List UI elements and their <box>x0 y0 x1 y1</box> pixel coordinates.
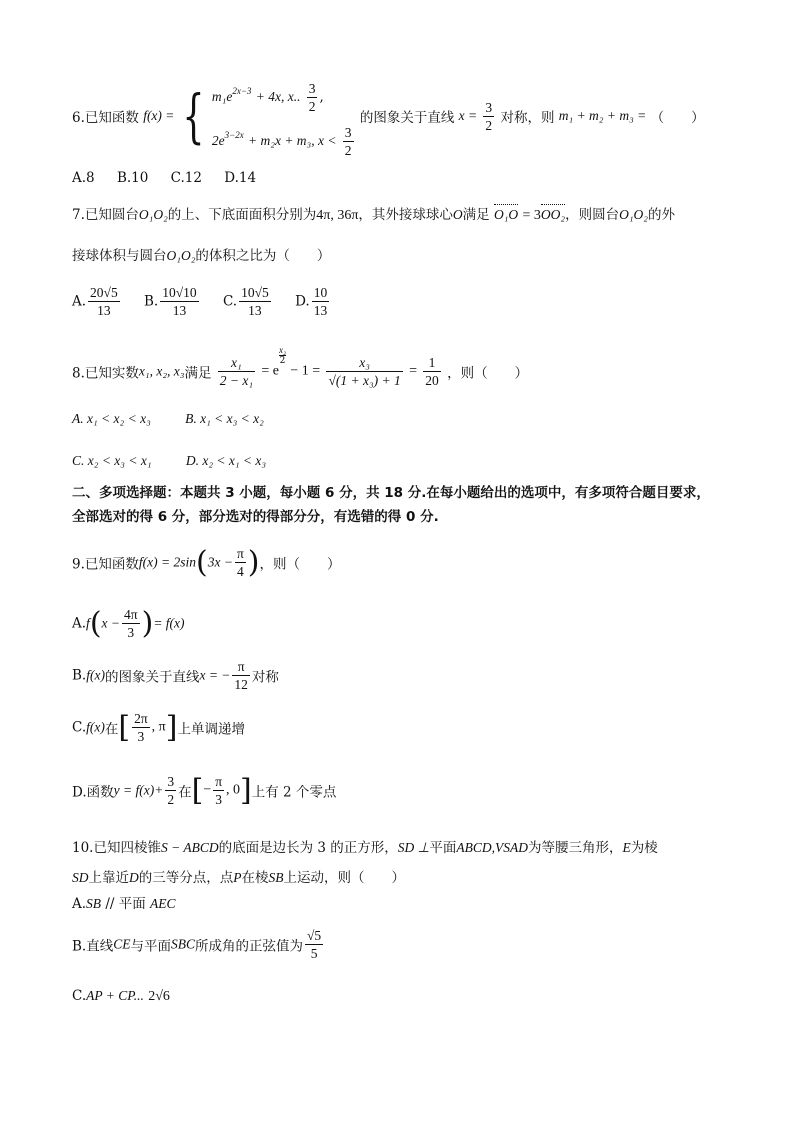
q9-option-c: C.f(x)在[ $\frac{2\pi}{3}$ , π]上单调递增 <box>72 709 245 745</box>
question-7-line-1: 7.已知圆台O₁O₂的上、下底面面积分别为4π, 36π，其外接球球心O满足 O₁O = 3OO₂，则圆台O₁O₂的外 <box>72 207 675 223</box>
q7-option-a: A. $\frac{20√5}{13}$ <box>72 285 118 318</box>
q6-piece-2: $2e^{3-2x} + m_2x + m_3$, x < $\frac{3}{2}$ <box>211 125 352 158</box>
section-2-heading: 二、多项选择题：本题共 3 小题，每小题 6 分，共 18 分.在每小题给出的选项中，有多项符合题目要求，全部选对的得 6 分，部分选对的得部分分，有选错的得 0 分. <box>72 485 710 525</box>
q6-option-a: A.8 <box>72 170 95 186</box>
q6-piece-1: $m_1e^{2x-3} + 4x$, x.. $\frac{3}{2}$ , <box>211 81 324 114</box>
q7-vector-o1o: O₁O <box>493 207 519 222</box>
q8-option-c: C. x₂ < x₃ < x₁ <box>72 453 152 468</box>
q7-option-c: C. $\frac{10√5}{13}$ <box>222 285 269 318</box>
q7-option-b: B. $\frac{10√10}{13}$ <box>144 285 197 318</box>
q6-fx: f(x) = <box>143 108 175 123</box>
q6-frac: $\frac{3}{2}$ <box>485 99 493 133</box>
q6-pieces <box>212 72 356 160</box>
question-10-line-2: SD上靠近D的三等分点，点P在棱SB上运动，则（ ） <box>72 870 405 886</box>
q10-option-c: C.AP + CP... 2√6 <box>72 988 170 1004</box>
q8-option-b: B. x₁ < x₃ < x₂ <box>185 411 264 426</box>
q7-vector-oo2: OO₂ <box>540 207 566 222</box>
question-8: 8.已知实数x₁, x₂, x₃满足 $\frac{\text{x₁}}{\text{2 − x₁}}$ = e $\frac{\text{x₂}}{2}$ − 1 = $\frac{\text{x₃}}{\text{√(1 + x₃) + 1}}$ = $\frac{1}{20}$ ，则（ ） <box>72 345 529 388</box>
q10-option-b: B.直线CE与平面SBC所成角的正弦值为 $\frac{√5}{5}$ <box>72 928 322 961</box>
question-9: 9.已知函数f(x) = 2sin(3x − $\frac{\pi}{4}$ )，则（ ） <box>72 544 341 580</box>
q6-brace: { <box>182 82 205 150</box>
q9-option-d: D.函数y = f(x)+ $\frac{3}{2}$ 在[− $\frac{\pi}{3}$ , 0]上有 2 个零点 <box>72 772 337 808</box>
question-6: 6.已知函数 f(x) = { $m_1e^{2x-3} + 4x$, x.. $\frac{3}{2}$ , $2e^{3-2x} + m_2x + m_3$, x < $\frac{3}{2}$ 的图象关于直线 x = $\frac{3}{2}$ 对称，则 m₁ + m₂ + m₃ = （ ） <box>72 72 705 160</box>
q6-middle: 的图象关于直线 <box>359 110 455 126</box>
q6-option-d: D.14 <box>224 170 257 186</box>
q6-prefix: 6.已知函数 <box>72 110 139 126</box>
q8-option-d: D. x₂ < x₁ < x₃ <box>185 453 267 468</box>
q8-exponent: $\frac{\text{x₂}}{2}$ <box>278 345 287 366</box>
q9-option-b: B.f(x)的图象关于直线x = − $\frac{\pi}{12}$ 对称 <box>72 659 279 692</box>
q8-options-row-1 <box>72 411 282 427</box>
q10-option-a: A.SB // 平面 AEC <box>72 896 176 912</box>
question-10-line-1: 10.已知四棱锥S − ABCD的底面是边长为 3 的正方形，SD ⊥平面ABCD,VSAD为等腰三角形，E为棱 <box>72 840 658 856</box>
q8-frac-1: $\frac{\text{x₁}}{\text{2 − x₁}}$ <box>219 355 254 388</box>
q6-option-b: B.10 <box>116 170 149 186</box>
q7-option-d: D. $\frac{10}{13}$ <box>295 285 328 318</box>
q8-frac-2: $\frac{\text{x₃}}{\text{√(1 + x₃) + 1}}$ <box>328 355 401 388</box>
q8-options-row-2 <box>72 453 284 469</box>
q9-option-a: A.f(x − $\frac{4\pi}{3}$ )= f(x) <box>72 605 185 641</box>
q8-frac-3: $\frac{1}{20}$ <box>425 355 439 388</box>
question-7-line-2: 接球体积与圆台O₁O₂的体积之比为（ ） <box>72 248 331 264</box>
q6-option-c: C.12 <box>170 170 202 186</box>
q7-options <box>72 284 349 319</box>
q8-option-a: A. x₁ < x₂ < x₃ <box>72 411 151 426</box>
q6-options <box>72 170 274 186</box>
